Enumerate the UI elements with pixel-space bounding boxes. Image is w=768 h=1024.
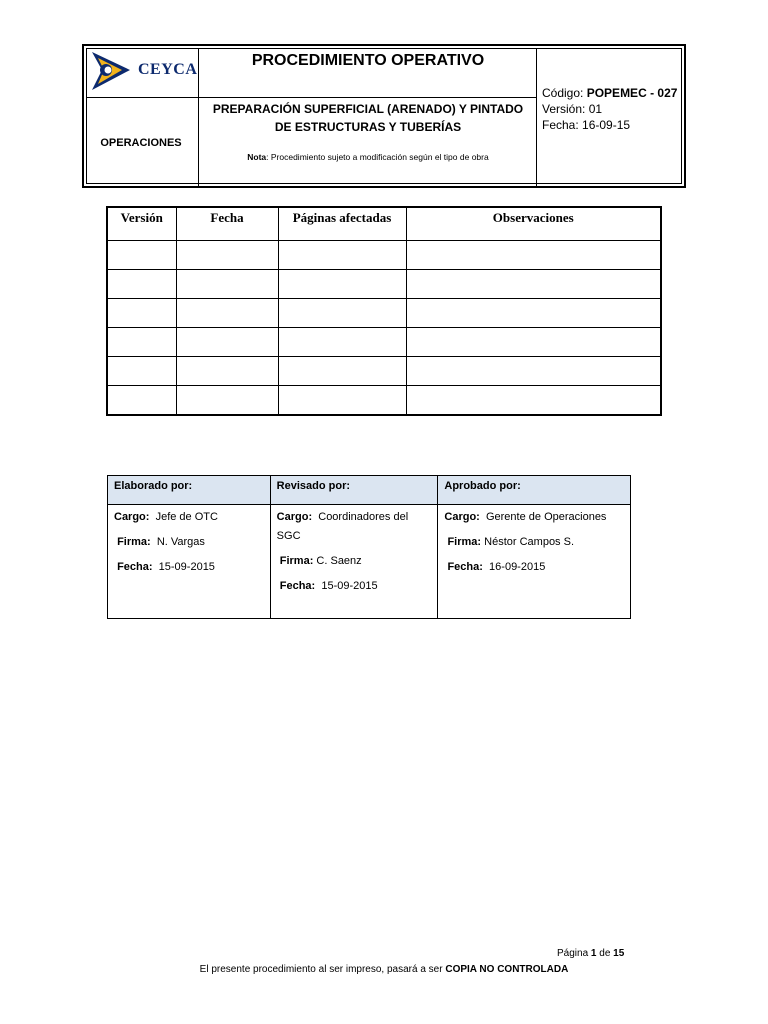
aprobado-cell [438, 505, 631, 619]
company-logo [90, 50, 200, 92]
table-cell [406, 270, 661, 299]
revision-header-row [107, 207, 661, 241]
header-divider-horizontal [86, 97, 536, 98]
document-title: PROCEDIMIENTO OPERATIVO [251, 52, 485, 69]
revisado-cargo: Cargo: Coordinadores del [276, 511, 409, 523]
footer-note-bold: COPIA NO CONTROLADA [445, 964, 569, 975]
aprobado-header: Aprobado por: [438, 476, 631, 505]
codigo-label: Código: [542, 86, 584, 100]
elaborado-header: Elaborado por: [108, 476, 271, 505]
page-of: de [599, 948, 611, 959]
table-cell [406, 357, 661, 386]
table-cell [278, 299, 406, 328]
header-divider-right [536, 48, 537, 186]
revision-table [106, 206, 662, 416]
table-cell [176, 357, 278, 386]
table-cell [107, 386, 176, 416]
aprobado-cargo: Cargo: Gerente de Operaciones [444, 511, 607, 523]
table-cell [278, 270, 406, 299]
table-cell [406, 328, 661, 357]
col-header-observaciones: Observaciones [406, 207, 661, 241]
procedure-note [200, 152, 536, 162]
page-total: 15 [613, 948, 625, 959]
revisado-cell [270, 505, 438, 619]
revisado-firma: Firma: C. Saenz [279, 555, 362, 567]
col-header-version: Versión [107, 207, 176, 241]
footer-note-text: El presente procedimiento al ser impreso, pasará a ser [199, 964, 443, 975]
col-header-paginas: Páginas afectadas [278, 207, 406, 241]
document-header [82, 44, 686, 188]
document-meta [542, 85, 677, 133]
revisado-header: Revisado por: [270, 476, 438, 505]
table-cell [278, 241, 406, 270]
department-label: OPERACIONES [100, 137, 182, 149]
table-cell [107, 328, 176, 357]
aprobado-fecha: Fecha: 16-09-2015 [447, 561, 546, 573]
version-row [542, 101, 677, 117]
version-label: Versión: [542, 102, 586, 116]
table-cell [107, 299, 176, 328]
revisado-fecha: Fecha: 15-09-2015 [279, 580, 378, 592]
revisado-cargo-line-2: SGC [276, 530, 301, 542]
elaborado-cargo: Cargo: Jefe de OTC [114, 511, 218, 523]
table-cell [176, 386, 278, 416]
fecha-label: Fecha: [542, 118, 579, 132]
table-cell [406, 386, 661, 416]
table-row [107, 299, 661, 328]
version-value: 01 [588, 102, 603, 116]
table-row [107, 328, 661, 357]
table-row [107, 270, 661, 299]
subtitle-line-1: PREPARACIÓN SUPERFICIAL (ARENADO) Y PINTADO [212, 102, 524, 116]
table-cell [406, 299, 661, 328]
table-cell [107, 241, 176, 270]
approval-table [107, 475, 631, 619]
col-header-fecha: Fecha [176, 207, 278, 241]
table-cell [176, 328, 278, 357]
elaborado-firma: Firma: N. Vargas [117, 536, 205, 548]
table-cell [176, 241, 278, 270]
table-cell [278, 357, 406, 386]
ceyca-logo-icon [90, 50, 134, 92]
note-label: Nota [247, 152, 267, 162]
table-cell [406, 241, 661, 270]
codigo-row [542, 85, 677, 101]
table-row [107, 357, 661, 386]
approval-body-row [108, 505, 631, 619]
logo-text: CEYCA [138, 61, 198, 78]
fecha-row [542, 117, 677, 133]
table-row [107, 386, 661, 416]
table-cell [107, 270, 176, 299]
elaborado-cell [108, 505, 271, 619]
fecha-value: 16-09-15 [582, 118, 631, 132]
page-current: 1 [590, 948, 597, 959]
codigo-value: POPEMEC - 027 [586, 86, 678, 100]
aprobado-firma: Firma: Néstor Campos S. [447, 536, 575, 548]
subtitle-line-2: DE ESTRUCTURAS Y TUBERÍAS [274, 120, 462, 134]
table-cell [176, 299, 278, 328]
table-cell [278, 328, 406, 357]
approval-header-row [108, 476, 631, 505]
table-row [107, 241, 661, 270]
document-subtitle [200, 100, 536, 136]
table-cell [176, 270, 278, 299]
page-number [557, 948, 624, 959]
elaborado-fecha: Fecha: 15-09-2015 [117, 561, 215, 573]
table-cell [278, 386, 406, 416]
note-text: : Procedimiento sujeto a modificación según el tipo de obra [266, 152, 489, 162]
table-cell [107, 357, 176, 386]
uncontrolled-copy-notice [0, 964, 768, 975]
page-label: Página [557, 948, 589, 959]
